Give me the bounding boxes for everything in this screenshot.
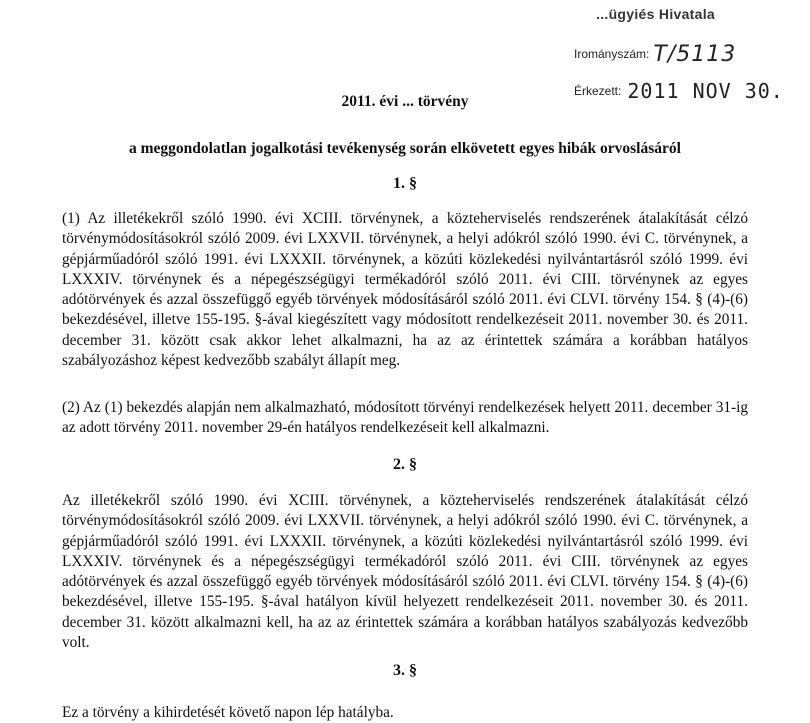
stamp-number-value: T/5113	[653, 42, 737, 67]
section-1-heading: 1. §	[393, 175, 417, 192]
section-3-paragraph-1: Ez a törvény a kihirdetését követő napon lép hatályba.	[62, 704, 394, 721]
section-3-heading: 3. §	[393, 662, 417, 679]
section-2-paragraph-1: Az illetékekről szóló 1990. évi XCIII. törvénynek, a közteherviselés rendszerének átalakítását célzó törvénymódosításokról szóló 2009. évi LXXVII. törvénynek, a helyi adókról szóló 1990. évi C. törvénynek, a gépjárműadóról szóló 1991. évi LXXXII. törvénynek, a közúti közlekedési nyilvántartásról szóló 1999. évi LXXXIV. törvénynek és a népegészségügyi termékadóról szóló 2011. évi CIII. törvénynek az egyes adótörvények és azzal összefüggő egyéb törvények módosításáról szóló 2011. évi CLVI. törvény 154. § (4)-(6) bekezdésével, illetve 155-195. §-ával hatályon kívül helyezett rendelkezéseit 2011. november 30. és 2011. december 31. között alkalmazni kell, ha az az érintettek számára a korábban hatályos szabályozás kedvezőbb volt.	[62, 492, 748, 652]
section-1-paragraph-1: (1) Az illetékekről szóló 1990. évi XCIII. törvénynek, a közteherviselés rendszerének átalakítását célzó törvénymódosításokról szóló 2009. évi LXXVII. törvénynek, a helyi adókról szóló 1990. évi C. törvénynek, a gépjárműadóról szóló 1991. évi LXXXII. törvénynek, a közúti közlekedési nyilvántartásról szóló 1999. évi LXXXIV. törvénynek és a népegészségügyi termékadóról szóló 2011. évi CIII. törvénynek az egyes adótörvények és azzal összefüggő egyéb törvények módosításáról szóló 2011. évi CLVI. törvény 154. § (4)-(6) bekezdésével, illetve 155-195. §-ával kiegészített vagy módosított rendelkezéseit 2011. november 30. és 2011. december 31. között csak akkor lehet alkalmazni, ha az az érintettek számára a korábban hatályos szabályozáshoz képest kedvezőbb szabályt állapít meg.	[62, 210, 748, 370]
stamp-received-date: 2011 NOV 30.	[627, 79, 784, 103]
stamp-document-number	[574, 39, 737, 67]
law-title: 2011. évi ... törvény	[341, 93, 469, 110]
law-subtitle: a meggondolatlan jogalkotási tevékenység során elkövetett egyes hibák orvoslásáról	[129, 140, 681, 157]
section-2-heading: 2. §	[393, 456, 417, 473]
stamp-received-label: Érkezett:	[574, 84, 622, 98]
stamp-number-label: Irományszám:	[574, 47, 650, 61]
section-1-paragraph-2: (2) Az (1) bekezdés alapján nem alkalmazható, módosított törvényi rendelkezések helyett 2011. december 31-ig az adott törvény 2011. november 29-én hatályos rendelkezéseit kell alkalmazni.	[62, 399, 748, 437]
stamp-office-name: ...ügyiés Hivatala	[596, 6, 716, 22]
